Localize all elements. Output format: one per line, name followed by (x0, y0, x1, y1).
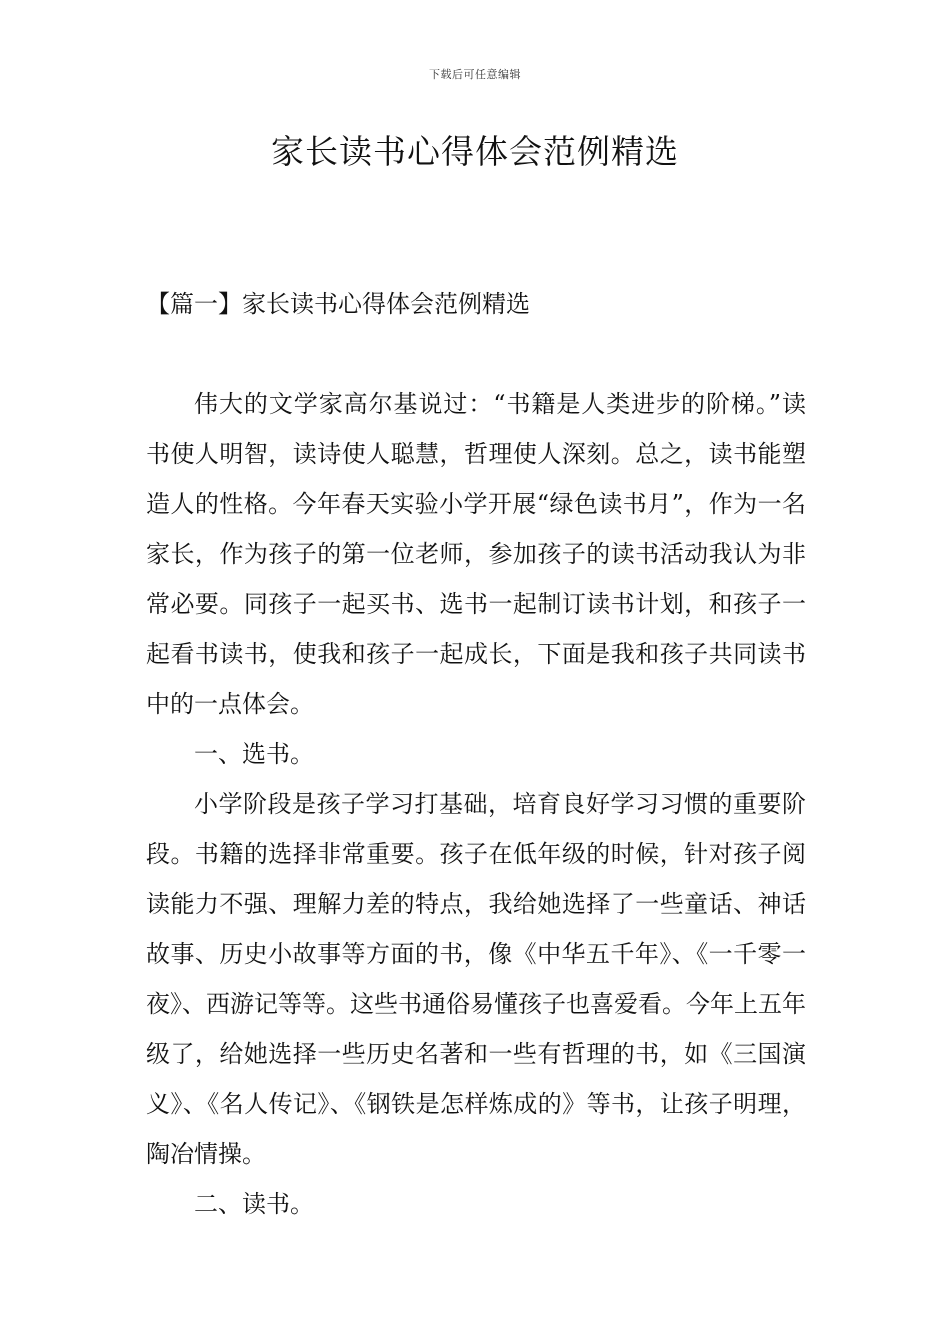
document-title: 家长读书心得体会范例精选 (271, 132, 679, 171)
paragraph-heading-read-books: 二、读书。 (194, 1190, 314, 1218)
paragraph-heading-choose-books: 一、选书。 (194, 740, 314, 768)
body-text (146, 379, 806, 1229)
paragraph-intro: 伟大的文学家高尔基说过：“书籍是人类进步的阶梯。”读书使人明智，读诗使人聪慧，哲理使人深刻。总之，读书能塑造人的性格。今年春天实验小学开展“绿色读书月”，作为一名家长，作为孩子的第一位老师，参加孩子的读书活动我认为非常必要。同孩子一起买书、选书一起制订读书计划，和孩子一起看书读书，使我和孩子一起成长，下面是我和孩子共同读书中的一点体会。 (146, 390, 806, 718)
section-heading: 【篇一】家长读书心得体会范例精选 (146, 290, 530, 318)
paragraph-choose-books: 小学阶段是孩子学习打基础，培育良好学习习惯的重要阶段。书籍的选择非常重要。孩子在低年级的时候，针对孩子阅读能力不强、理解力差的特点，我给她选择了一些童话、神话故事、历史小故事等方面的书，像《中华五千年》、《一千零一夜》、西游记等等。这些书通俗易懂孩子也喜爱看。今年上五年级了，给她选择一些历史名著和一些有哲理的书，如《三国演义》、《名人传记》、《钢铁是怎样炼成的》等书，让孩子明理，陶冶情操。 (146, 790, 806, 1168)
header-note: 下载后可任意编辑 (429, 68, 521, 81)
